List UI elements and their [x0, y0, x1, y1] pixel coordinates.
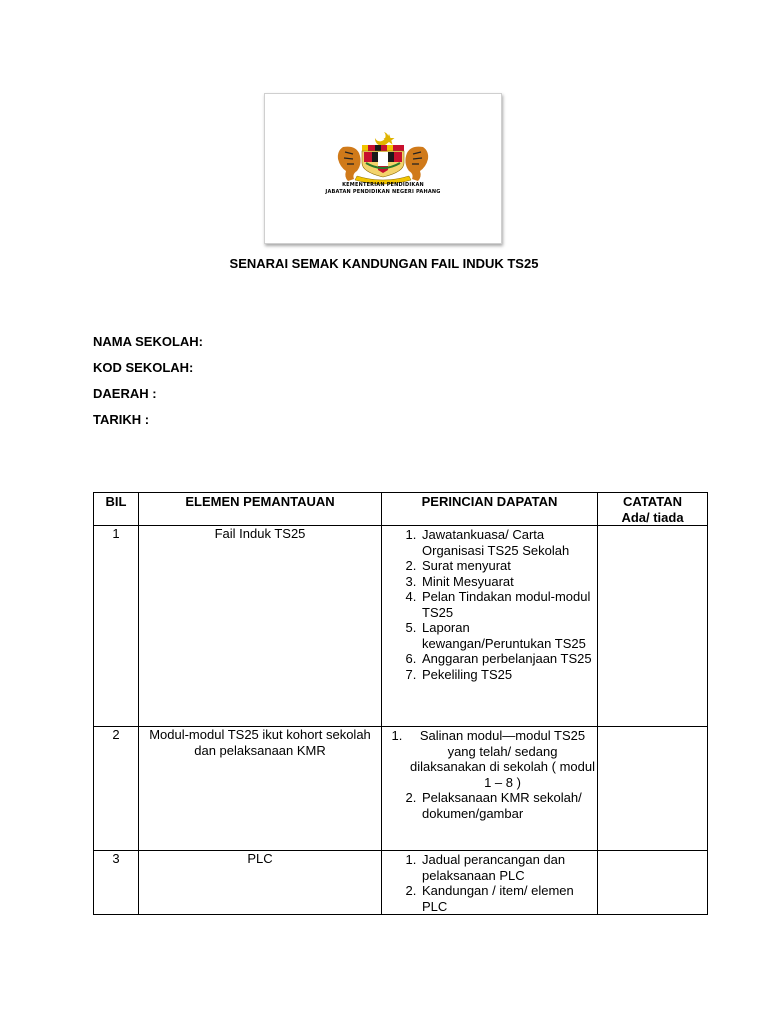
list-item: 1. Jadual perancangan dan pelaksanaan PLC	[420, 852, 597, 883]
header-catatan-title: CATATAN	[623, 494, 682, 509]
details-list	[382, 852, 597, 914]
document-title: SENARAI SEMAK KANDUNGAN FAIL INDUK TS25	[229, 256, 539, 271]
row-number: 3	[94, 851, 139, 915]
row-catatan	[598, 526, 708, 727]
details-list	[382, 527, 597, 682]
row-element: PLC	[139, 851, 382, 915]
school-code-label: KOD SEKOLAH:	[93, 360, 194, 375]
table-header-row	[94, 493, 708, 526]
list-item: 6. Anggaran perbelanjaan TS25	[420, 651, 597, 667]
logo-frame	[264, 93, 502, 244]
district-label: DAERAH :	[93, 386, 157, 401]
table-row	[94, 727, 708, 851]
list-item: 4. Pelan Tindakan modul-modul TS25	[420, 589, 597, 620]
header-elemen: ELEMEN PEMANTAUAN	[139, 493, 382, 526]
row-catatan	[598, 727, 708, 851]
table-row	[94, 526, 708, 727]
list-item: 2. Kandungan / item/ elemen PLC	[420, 883, 597, 914]
list-item: 1. Jawatankuasa/ Carta Organisasi TS25 Sekolah	[420, 527, 597, 558]
row-details	[382, 526, 598, 727]
header-bil: BIL	[94, 493, 139, 526]
malaysia-coat-of-arms-icon	[265, 94, 501, 243]
row-details	[382, 851, 598, 915]
list-item: 7. Pekeliling TS25	[420, 667, 597, 683]
list-item: 3. Minit Mesyuarat	[420, 574, 597, 590]
row-details	[382, 727, 598, 851]
list-item: 1. Salinan modul—modul TS25 yang telah/ sedang dilaksanakan di sekolah ( modul 1 – 8 )	[406, 728, 597, 790]
row-number: 1	[94, 526, 139, 727]
row-element: Fail Induk TS25	[139, 526, 382, 727]
logo-caption-ministry: KEMENTERIAN PENDIDIKAN	[342, 182, 424, 188]
header-perincian: PERINCIAN DAPATAN	[382, 493, 598, 526]
row-catatan	[598, 851, 708, 915]
school-name-label: NAMA SEKOLAH:	[93, 334, 204, 349]
table-row	[94, 851, 708, 915]
list-item: 2. Pelaksanaan KMR sekolah/ dokumen/gambar	[420, 790, 597, 821]
checklist-table	[93, 492, 708, 915]
list-item: 2. Surat menyurat	[420, 558, 597, 574]
date-label: TARIKH :	[93, 412, 150, 427]
row-number: 2	[94, 727, 139, 851]
header-catatan-subtitle: Ada/ tiada	[621, 509, 684, 525]
details-list	[382, 728, 597, 790]
list-item: 5. Laporan kewangan/Peruntukan TS25	[420, 620, 597, 651]
details-list	[382, 790, 597, 821]
row-element: Modul-modul TS25 ikut kohort sekolah dan pelaksanaan KMR	[139, 727, 382, 851]
logo-caption-department: JABATAN PENDIDIKAN NEGERI PAHANG	[325, 189, 441, 195]
header-catatan	[598, 493, 708, 526]
